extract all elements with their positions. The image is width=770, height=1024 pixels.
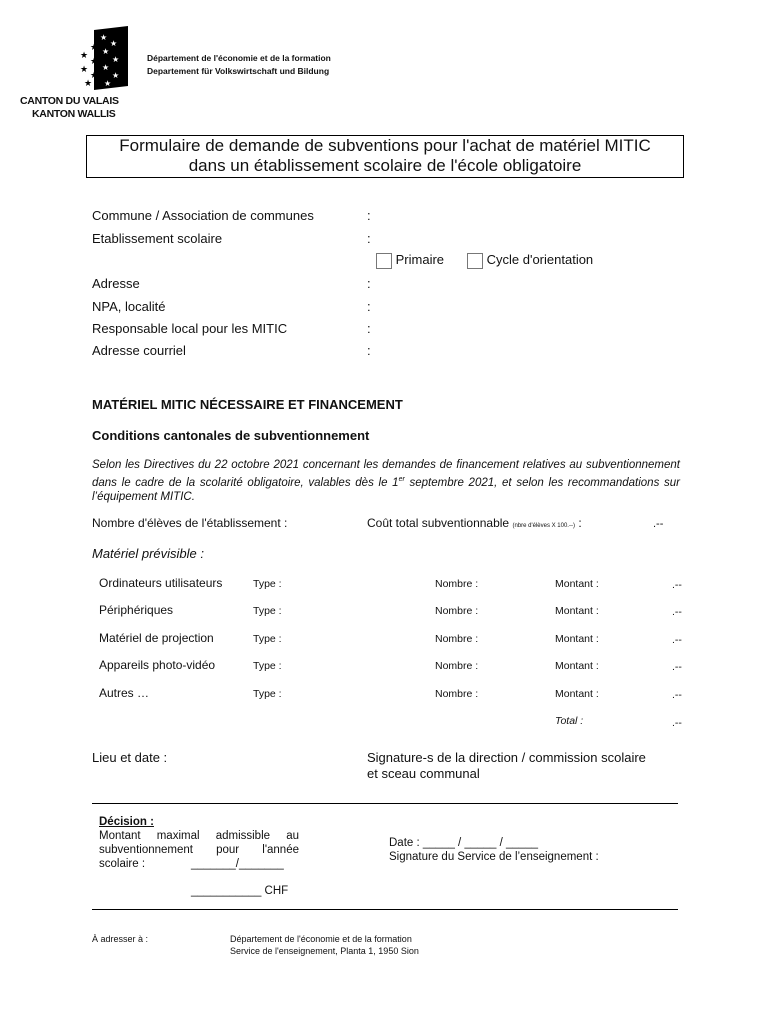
total-label: Total : [555,715,584,727]
date-line: Date : _____ / _____ / _____ [389,837,538,849]
svg-text:★: ★ [90,43,99,53]
directives-paragraph [92,458,680,504]
nombre-label: Nombre : [435,578,479,590]
cout-total-label: Coût total subventionnable [367,516,510,530]
type-label: Type : [253,605,282,617]
npa-label: NPA, localité [92,299,166,314]
adresse-label: Adresse [92,276,140,291]
conditions-heading: Conditions cantonales de subventionnement [92,428,370,443]
svg-text:★: ★ [102,63,110,72]
montant-label: Montant : [555,660,599,672]
valais-flag-icon [20,26,130,96]
svg-text:★: ★ [102,47,110,56]
commune-colon: : [367,208,371,223]
year-blank: _______/_______ [191,858,284,870]
para-sup: er [398,475,405,483]
adresse-colon: : [367,276,371,291]
title-line2: dans un établissement scolaire de l'école obligatoire [188,156,582,175]
form-title [86,135,684,178]
direction-line1: Signature-s de la direction / commission scolaire [367,750,646,765]
svg-text:★: ★ [90,57,99,67]
section-heading: MATÉRIEL MITIC NÉCESSAIRE ET FINANCEMENT [92,397,403,412]
svg-text:★: ★ [80,65,89,75]
nombre-label: Nombre : [435,660,479,672]
primaire-checkbox[interactable] [376,253,392,269]
footer-address [230,933,419,957]
svg-text:★: ★ [100,33,108,42]
amount-value: .-- [672,634,682,646]
responsable-label: Responsable local pour les MITIC [92,321,288,336]
footer-addr-l1: Département de l'économie et de la formation [230,934,412,944]
svg-text:★: ★ [80,51,89,61]
service-signature-label: Signature du Service de l’enseignement : [389,851,599,863]
canton-name [20,95,119,121]
montant-label: Montant : [555,605,599,617]
type-label: Type : [253,578,282,590]
courriel-colon: : [367,343,371,358]
svg-text:★: ★ [112,71,120,80]
department-header [147,52,331,78]
svg-text:★: ★ [90,71,99,81]
materiel-heading: Matériel prévisible : [92,546,204,561]
svg-text:★: ★ [84,79,93,89]
cycle-label: Cycle d'orientation [486,252,594,267]
cout-total [367,516,582,530]
amount-value: .-- [672,579,682,591]
cycle-checkbox[interactable] [467,253,483,269]
row-label-autres: Autres … [99,686,150,700]
direction-signature-label [367,750,646,782]
lieu-date-label: Lieu et date : [92,750,168,765]
dept-de: Departement für Volkswirtschaft und Bildung [147,66,330,76]
row-label-projection: Matériel de projection [99,631,214,645]
cout-value: .-- [653,518,664,530]
commune-label: Commune / Association de communes [92,208,314,223]
decision-top-rule [92,803,678,804]
decision-bottom-rule [92,909,678,910]
amount-value: .-- [672,606,682,618]
decision-text-l2: subventionnement pour l'année [99,844,299,856]
type-label: Type : [253,633,282,645]
canton-fr: CANTON DU VALAIS [20,95,119,107]
cout-colon: : [578,516,582,530]
para-part-a: Selon les Directives du 22 octobre 2021 concernant les demandes de financement relatives au subventionnement dans le cadre de la scolarité obligatoire, valables dès le 1 [92,459,680,489]
npa-colon: : [367,299,371,314]
cout-note: (nbre d'élèves X 100.--) [512,523,575,529]
title-line1: Formulaire de demande de subventions pour l'achat de matériel MITIC [119,136,651,155]
type-label: Type : [253,660,282,672]
row-label-photo-video: Appareils photo-vidéo [99,658,216,672]
nombre-label: Nombre : [435,633,479,645]
nb-eleves-label: Nombre d'élèves de l'établissement : [92,516,288,530]
svg-text:★: ★ [104,79,112,88]
total-value: .-- [672,717,682,729]
service-block [389,836,599,864]
courriel-label: Adresse courriel [92,343,186,358]
nombre-label: Nombre : [435,688,479,700]
row-label-peripheriques: Périphériques [99,603,174,617]
scolaire-label: scolaire : [99,858,146,870]
chf-line: ___________ CHF [191,885,289,897]
decision-block [99,815,299,871]
primaire-option[interactable] [376,252,444,269]
svg-text:★: ★ [112,55,120,64]
dept-fr: Département de l'économie et de la formation [147,53,331,63]
adresser-label: À adresser à : [92,934,149,944]
montant-label: Montant : [555,633,599,645]
responsable-colon: : [367,321,371,336]
decision-text-l1: Montant maximal admissible au [99,830,299,842]
etablissement-colon: : [367,231,371,246]
svg-text:★: ★ [110,39,118,48]
amount-value: .-- [672,661,682,673]
canton-de: KANTON WALLIS [32,108,116,120]
cycle-option[interactable] [467,252,593,269]
montant-label: Montant : [555,578,599,590]
direction-line2: et sceau communal [367,766,480,781]
decision-text-l3 [99,857,299,871]
etablissement-label: Etablissement scolaire [92,231,223,246]
type-label: Type : [253,688,282,700]
primaire-label: Primaire [395,252,445,267]
nombre-label: Nombre : [435,605,479,617]
row-label-ordinateurs: Ordinateurs utilisateurs [99,576,223,590]
decision-heading: Décision : [99,816,154,828]
montant-label: Montant : [555,688,599,700]
para-part-b: septembre 2021, et selon les recommandations sur l’équipement MITIC. [92,476,680,503]
footer-addr-l2: Service de l'enseignement, Planta 1, 1950 Sion [230,946,419,956]
amount-value: .-- [672,689,682,701]
